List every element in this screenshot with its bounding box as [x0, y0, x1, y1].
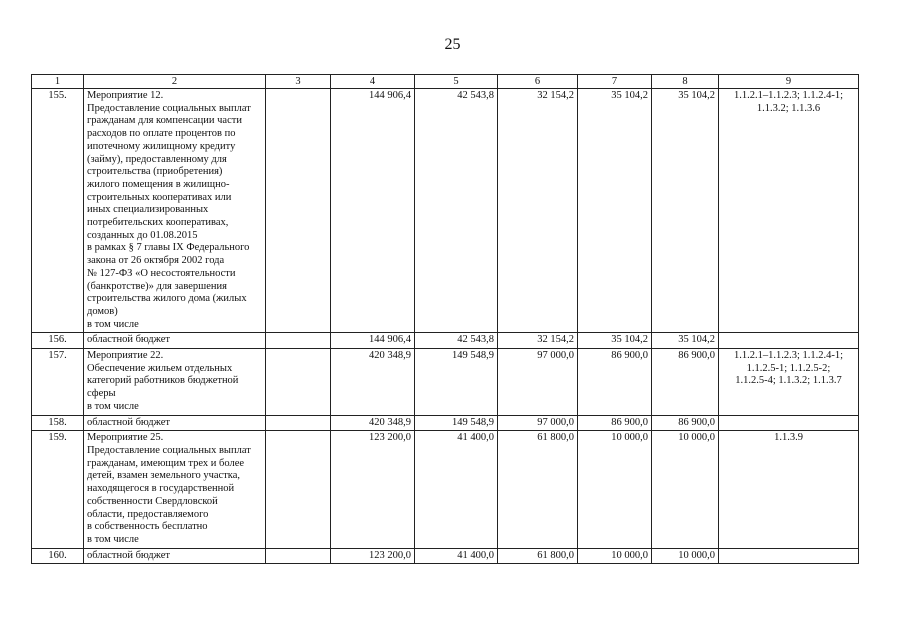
activity-name-line: ипотечному жилищному кредиту — [87, 140, 236, 152]
value-col4-cell: 123 200,0 — [331, 431, 415, 548]
activity-name-line: в том числе — [87, 318, 139, 330]
target-indicators-cell — [719, 548, 859, 564]
activity-name-line: (займу), предоставленному для — [87, 153, 227, 165]
column-3-cell — [266, 415, 331, 431]
header-cell: 7 — [578, 75, 652, 89]
table-row — [32, 89, 859, 333]
table-row — [32, 349, 859, 416]
activity-name-line: собственности Свердловской — [87, 495, 218, 507]
value-col5-cell: 149 548,9 — [415, 415, 498, 431]
header-row — [32, 75, 859, 89]
target-indicator-line: 1.1.2.1–1.1.2.3; 1.1.2.4-1; — [733, 350, 844, 362]
activity-name-line: Предоставление социальных выплат — [87, 102, 251, 114]
value-col7-cell: 10 000,0 — [578, 548, 652, 564]
activity-name-line: гражданам, имеющим трех и более — [87, 457, 245, 469]
value-col6-cell: 97 000,0 — [498, 415, 578, 431]
value-col5-cell: 42 543,8 — [415, 89, 498, 333]
page-number: 25 — [444, 36, 461, 53]
value-col6-cell: 61 800,0 — [498, 548, 578, 564]
value-col4-cell: 420 348,9 — [331, 415, 415, 431]
activity-name-line: Мероприятие 22. — [87, 350, 164, 362]
row-number-cell: 157. — [32, 349, 84, 416]
value-col7-cell: 10 000,0 — [578, 431, 652, 548]
target-indicator-line: 1.1.3.9 — [774, 432, 803, 444]
value-col5-cell: 41 400,0 — [415, 431, 498, 548]
header-cell: 5 — [415, 75, 498, 89]
value-col4-cell: 144 906,4 — [331, 333, 415, 349]
header-cell: 4 — [331, 75, 415, 89]
table-row — [32, 431, 859, 548]
row-number-cell: 158. — [32, 415, 84, 431]
activity-name-line: жилого помещения в жилищно- — [87, 178, 230, 190]
header-cell: 3 — [266, 75, 331, 89]
budget-table — [31, 74, 859, 564]
activity-name-line: иных специализированных — [87, 204, 209, 216]
value-col6-cell: 32 154,2 — [498, 333, 578, 349]
activity-name-cell — [84, 333, 266, 349]
activity-name-line: строительства (приобретения) — [87, 166, 223, 178]
activity-name-cell — [84, 349, 266, 416]
column-3-cell — [266, 89, 331, 333]
activity-name-line: в том числе — [87, 400, 139, 412]
activity-name-line: областной бюджет — [87, 334, 170, 346]
value-col8-cell: 35 104,2 — [652, 333, 719, 349]
activity-name-line: Предоставление социальных выплат — [87, 444, 251, 456]
activity-name-line: областной бюджет — [87, 416, 170, 428]
activity-name-line: в рамках § 7 главы IX Федерального — [87, 242, 250, 254]
activity-name-line: областной бюджет — [87, 549, 170, 561]
header-cell: 8 — [652, 75, 719, 89]
activity-name-cell — [84, 431, 266, 548]
target-indicator-line: 1.1.2.5-1; 1.1.2.5-2; — [746, 362, 831, 374]
activity-name-line: строительства жилого дома (жилых — [87, 293, 247, 305]
activity-name-line: созданных до 01.08.2015 — [87, 229, 198, 241]
table-row — [32, 548, 859, 564]
activity-name-line: расходов по оплате процентов по — [87, 128, 236, 140]
row-number-cell: 159. — [32, 431, 84, 548]
value-col5-cell: 42 543,8 — [415, 333, 498, 349]
value-col5-cell: 149 548,9 — [415, 349, 498, 416]
row-number-cell: 160. — [32, 548, 84, 564]
activity-name-line: категорий работников бюджетной — [87, 375, 239, 387]
activity-name-line: потребительских кооперативах, — [87, 217, 229, 229]
table-row — [32, 415, 859, 431]
column-3-cell — [266, 431, 331, 548]
activity-name-line: в том числе — [87, 533, 139, 545]
activity-name-line: № 127-ФЗ «О несостоятельности — [87, 267, 236, 279]
activity-name-line: сферы — [87, 388, 116, 400]
target-indicator-line: 1.1.2.1–1.1.2.3; 1.1.2.4-1; — [733, 90, 844, 101]
activity-name-cell — [84, 415, 266, 431]
target-indicators-cell — [719, 349, 859, 416]
value-col8-cell: 35 104,2 — [652, 89, 719, 333]
activity-name-cell — [84, 548, 266, 564]
activity-name-line: Мероприятие 12. — [87, 90, 164, 101]
activity-name-line: (банкротстве)» для завершения — [87, 280, 227, 292]
activity-name-line: домов) — [87, 305, 118, 317]
target-indicator-line: 1.1.3.2; 1.1.3.6 — [756, 102, 821, 114]
row-number-cell: 155. — [32, 89, 84, 333]
value-col8-cell: 86 900,0 — [652, 349, 719, 416]
header-cell: 2 — [84, 75, 266, 89]
target-indicator-line: 1.1.2.5-4; 1.1.3.2; 1.1.3.7 — [735, 375, 842, 387]
target-indicators-cell — [719, 333, 859, 349]
value-col8-cell: 10 000,0 — [652, 548, 719, 564]
value-col5-cell: 41 400,0 — [415, 548, 498, 564]
target-indicators-cell — [719, 431, 859, 548]
header-cell: 1 — [32, 75, 84, 89]
value-col4-cell: 144 906,4 — [331, 89, 415, 333]
activity-name-line: строительных кооперативах или — [87, 191, 232, 203]
value-col7-cell: 86 900,0 — [578, 349, 652, 416]
value-col4-cell: 123 200,0 — [331, 548, 415, 564]
value-col6-cell: 97 000,0 — [498, 349, 578, 416]
target-indicators-cell — [719, 415, 859, 431]
table-row — [32, 333, 859, 349]
value-col8-cell: 10 000,0 — [652, 431, 719, 548]
row-number-cell: 156. — [32, 333, 84, 349]
activity-name-line: Мероприятие 25. — [87, 432, 164, 444]
column-3-cell — [266, 349, 331, 416]
activity-name-line: области, предоставляемого — [87, 508, 209, 520]
activity-name-line: детей, взамен земельного участка, — [87, 470, 241, 482]
value-col7-cell: 35 104,2 — [578, 333, 652, 349]
column-3-cell — [266, 548, 331, 564]
value-col4-cell: 420 348,9 — [331, 349, 415, 416]
value-col6-cell: 32 154,2 — [498, 89, 578, 333]
value-col7-cell: 35 104,2 — [578, 89, 652, 333]
activity-name-line: Обеспечение жильем отдельных — [87, 362, 233, 374]
header-cell: 9 — [719, 75, 859, 89]
activity-name-cell — [84, 89, 266, 333]
value-col8-cell: 86 900,0 — [652, 415, 719, 431]
header-cell: 6 — [498, 75, 578, 89]
activity-name-line: закона от 26 октября 2002 года — [87, 255, 225, 267]
activity-name-line: гражданам для компенсации части — [87, 115, 242, 127]
target-indicators-cell — [719, 89, 859, 333]
column-3-cell — [266, 333, 331, 349]
activity-name-line: находящегося в государственной — [87, 483, 235, 495]
value-col6-cell: 61 800,0 — [498, 431, 578, 548]
activity-name-line: в собственность бесплатно — [87, 521, 208, 533]
value-col7-cell: 86 900,0 — [578, 415, 652, 431]
